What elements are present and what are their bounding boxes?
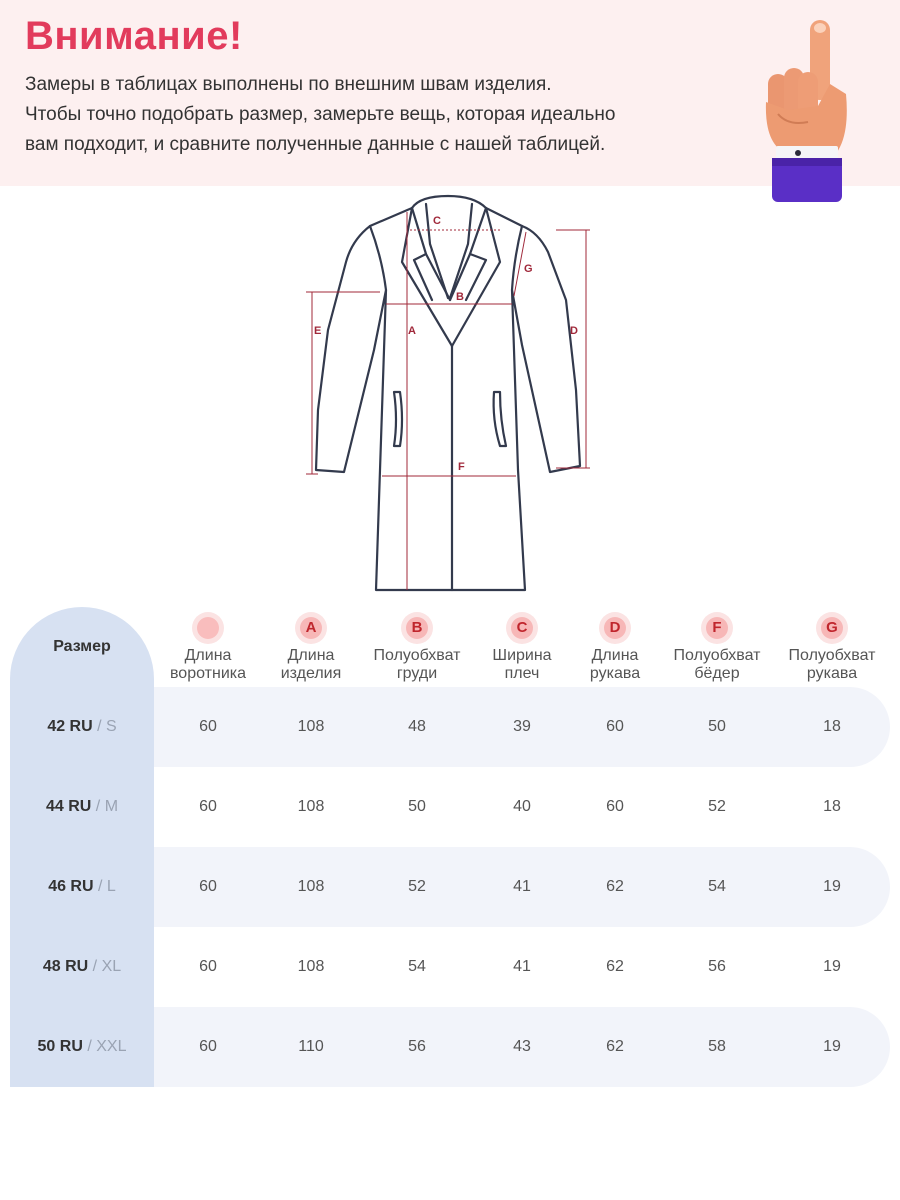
table-cell: 19 <box>823 878 841 895</box>
size-header: Размер <box>53 638 111 655</box>
column-label: Длина изделия <box>280 647 342 682</box>
table-cell: 41 <box>513 958 531 975</box>
table-cell: 41 <box>513 878 531 895</box>
table-cell: 60 <box>199 718 217 735</box>
column-label: Ширина плеч <box>492 647 552 682</box>
table-cell: 60 <box>606 798 624 815</box>
table-row <box>10 767 890 847</box>
table-cell: 43 <box>513 1038 531 1055</box>
column-header <box>777 612 887 683</box>
diagram-label-e: E <box>314 325 322 337</box>
column-header <box>662 612 772 683</box>
table-cell: 40 <box>513 798 531 815</box>
table-cell: 18 <box>823 798 841 815</box>
size-cell: 42 RU / S <box>47 718 117 735</box>
diagram-label-a: A <box>408 325 416 337</box>
attention-banner <box>0 0 900 186</box>
column-header <box>256 612 366 683</box>
diagram-label-f: F <box>458 461 465 473</box>
banner-text <box>25 70 725 160</box>
coat-outline <box>316 208 580 590</box>
banner-line: Замеры в таблицах выполнены по внешним швам изделия. <box>25 74 552 95</box>
table-cell: 52 <box>408 878 426 895</box>
table-cell: 60 <box>199 958 217 975</box>
table-cell: 60 <box>199 1038 217 1055</box>
column-badge: G <box>816 612 848 644</box>
table-row <box>10 687 890 767</box>
column-badge: D <box>599 612 631 644</box>
table-cell: 56 <box>408 1038 426 1055</box>
column-label: Длина рукава <box>589 647 641 682</box>
table-cell: 54 <box>708 878 726 895</box>
table-cell: 60 <box>606 718 624 735</box>
column-label: Полуобхват груди <box>373 647 461 682</box>
table-row <box>10 847 890 927</box>
table-cell: 60 <box>199 878 217 895</box>
table-cell: 58 <box>708 1038 726 1055</box>
diagram-label-c: C <box>433 215 441 227</box>
table-row <box>10 927 890 1007</box>
table-cell: 62 <box>606 1038 624 1055</box>
table-cell: 39 <box>513 718 531 735</box>
table-cell: 19 <box>823 1038 841 1055</box>
size-cell: 50 RU / XXL <box>37 1038 127 1055</box>
table-cell: 18 <box>823 718 841 735</box>
column-label: Длина воротника <box>169 647 246 682</box>
diagram-label-g: G <box>524 263 533 275</box>
size-cell: 44 RU / M <box>45 798 119 815</box>
size-cell: 48 RU / XL <box>42 958 122 975</box>
coat-measurement-diagram <box>300 190 610 600</box>
banner-line: Чтобы точно подобрать размер, замерьте вещь, которая идеально <box>25 104 616 125</box>
banner-line: вам подходит, и сравните полученные данные с нашей таблицей. <box>25 134 606 155</box>
table-cell: 110 <box>298 1038 324 1055</box>
column-badge: A <box>295 612 327 644</box>
column-badge: F <box>701 612 733 644</box>
column-badge <box>192 612 224 644</box>
column-badge: B <box>401 612 433 644</box>
table-cell: 48 <box>408 718 426 735</box>
table-cell: 108 <box>297 878 325 895</box>
table-cell: 50 <box>708 718 726 735</box>
table-cell: 60 <box>199 798 217 815</box>
table-row <box>10 1007 890 1087</box>
column-label: Полуобхват бёдер <box>673 647 761 682</box>
pointing-finger-hand-icon <box>758 14 858 206</box>
size-cell: 46 RU / L <box>48 878 116 895</box>
table-cell: 62 <box>606 878 624 895</box>
column-label: Полуобхват рукава <box>788 647 876 682</box>
table-cell: 108 <box>297 958 325 975</box>
column-header <box>362 612 472 683</box>
table-cell: 50 <box>408 798 426 815</box>
column-header <box>560 612 670 683</box>
column-badge: C <box>506 612 538 644</box>
table-cell: 54 <box>408 958 426 975</box>
table-cell: 108 <box>297 718 325 735</box>
diagram-label-d: D <box>570 325 578 337</box>
table-cell: 19 <box>823 958 841 975</box>
column-header <box>153 612 263 683</box>
diagram-label-b: B <box>456 291 464 303</box>
table-cell: 62 <box>606 958 624 975</box>
table-cell: 108 <box>297 798 325 815</box>
banner-title: Внимание! <box>25 14 243 58</box>
table-cell: 52 <box>708 798 726 815</box>
table-cell: 56 <box>708 958 726 975</box>
